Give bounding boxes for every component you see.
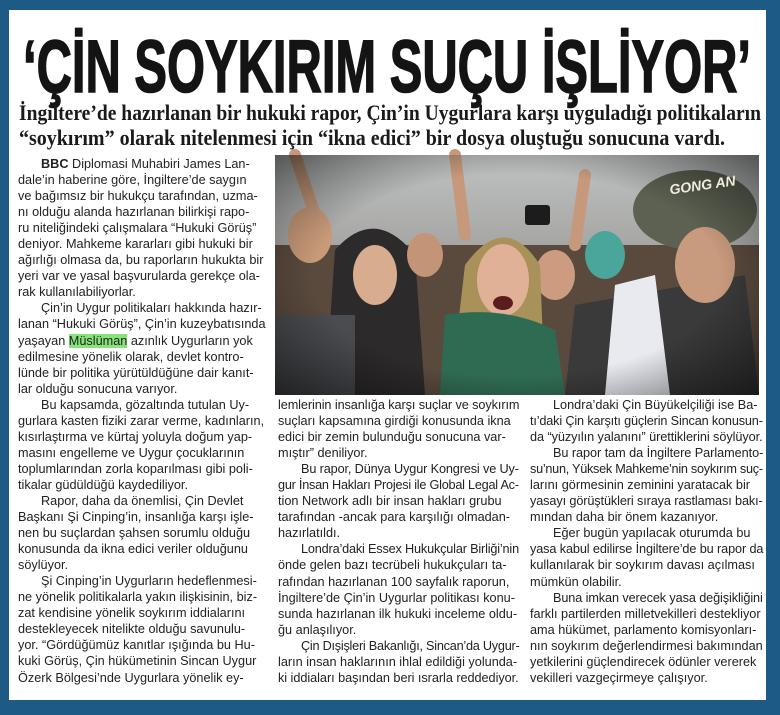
text-line: Londra’daki Essex Hukukçular Birliği’nin bbox=[301, 542, 519, 557]
text-line: vekilleri vazgeçirmeye çalışıyor. bbox=[530, 670, 708, 685]
column-2 bbox=[278, 397, 520, 686]
column-1 bbox=[18, 156, 272, 686]
text-line: ru niteliğindeki çalışmalara “Hukuki Görüş” bbox=[18, 221, 257, 236]
text-line: yetkilerini güçlendirecek ödünler vererek bbox=[530, 654, 757, 669]
text-line: lünde bir politika yürütüldüğüne dair kanıt- bbox=[18, 365, 254, 380]
text-line: hazırlatıldı. bbox=[278, 526, 341, 541]
text-line: İngiltere’de Çin’in Uygurlar politikası konu- bbox=[278, 590, 515, 605]
text-line: Rapor, daha da önemlisi, Çin Devlet bbox=[41, 493, 244, 508]
text-line: edilmesine yönelik olarak, devlet kontro- bbox=[18, 349, 244, 364]
headline-block bbox=[9, 10, 766, 150]
text-line: kullanılarak bir soykırım davası açılması bbox=[530, 558, 755, 573]
text-line: gur İnsan Hakları Projesi ile Global Legal Ac- bbox=[278, 478, 519, 493]
text-line: zat kendisine yönelik soykırım iddialarını bbox=[18, 606, 246, 621]
text-line: toplumlarından zorla koparılması gibi poli- bbox=[18, 461, 253, 476]
text-span: yaşayan bbox=[18, 333, 69, 348]
text-line: ama hükümet, parlamento komisyonları- bbox=[530, 622, 757, 637]
text-line: destekleyecek nitelikte olduğu savunulu- bbox=[18, 622, 246, 637]
text-line: Eğer bugün yapılacak oturumda bu bbox=[553, 526, 751, 541]
text-line: rafından hazırlanan 100 sayfalık raporun, bbox=[278, 574, 510, 589]
text-line: lemlerinin insanlığa karşı suçlar ve soykırım bbox=[278, 398, 520, 412]
text-line: su’nun, Yüksek Mahkeme’nin soykırım suç- bbox=[530, 462, 763, 477]
text-line: ağırlığı olmasa da, bu raporların hukukta bir bbox=[18, 253, 264, 268]
text-line: Buna imkan verecek yasa değişikliğini bbox=[553, 590, 763, 605]
text-line: Şi Cinping’in Uygurların hedeflenmesi- bbox=[41, 574, 257, 589]
paragraph-3 bbox=[18, 397, 272, 493]
text-line: Başkanı Şi Cinping’in, insanlığa karşı işle- bbox=[18, 510, 254, 525]
paragraph-2 bbox=[278, 461, 520, 541]
news-photo bbox=[275, 155, 759, 395]
text-line: mümkün olabilir. bbox=[530, 574, 622, 589]
text-line: farklı partilerden milletvekilleri destekliyor bbox=[530, 606, 761, 621]
text-line: tikalar güdüldüğü kaydediliyor. bbox=[18, 477, 188, 492]
text-line: gurlara kasten fiziki zarar verme, kadınların, bbox=[18, 413, 265, 428]
text-line: kuki Görüş, Çin hükümetinin Sincan Uygur bbox=[18, 654, 257, 669]
text-line: kısırlaştırma ve kürtaj yoluyla doğum yap- bbox=[18, 429, 253, 444]
paragraph-3 bbox=[278, 541, 520, 637]
paragraph-3 bbox=[530, 525, 764, 589]
text-line: tı’daki Çin karşıtı güçlerin Sincan konusun- bbox=[530, 414, 763, 429]
text-line: ğu anlaşılıyor. bbox=[278, 622, 357, 637]
text-line: yasayı görüştükleri sıraya rastlaması bakı- bbox=[530, 494, 763, 509]
text-line: deniyor. Mahkeme kararları gibi hukuki bir bbox=[18, 237, 253, 252]
text-line: ki iddiaları başından beri ısrarla reddediyor. bbox=[278, 670, 519, 685]
text-line: yeri var ve yasal başvurularda gerekçe ola- bbox=[18, 269, 260, 284]
text-line: da “yüzyılın yalanını” ürettiklerini söylüyor. bbox=[530, 430, 763, 445]
text-line: lar olduğu sonucuna varıyor. bbox=[18, 381, 178, 396]
text-line: masını engelleme ve Uygur çocuklarının bbox=[18, 445, 245, 460]
text-span: azınlık Uygurların yok bbox=[127, 333, 253, 348]
text-line: yasa kabul edilirse İngiltere’de bu rapor da bbox=[530, 542, 764, 557]
text-span: Diplomasi Muhabiri James Lan- bbox=[68, 157, 250, 171]
text-line: suçları kapsamına girdiği konusunda ikna bbox=[278, 414, 511, 429]
subheadline-line-1: İngiltere’de hazırlanan bir hukuki rapor, Çin’in Uygurlara karşı uyguladığı politikaların bbox=[19, 100, 761, 125]
text-line: nın soykırım değerlendirmesi bakımından bbox=[530, 638, 763, 653]
column-3 bbox=[530, 397, 764, 686]
text-line: lanan “Hukuki Görüş”, Çin’in kuzeybatısında bbox=[18, 317, 266, 332]
text-line: söylüyor. bbox=[18, 558, 69, 573]
text-line: önde gelen bazı tecrübeli hukukçuları ta- bbox=[278, 558, 507, 573]
source-bbc: BBC bbox=[41, 157, 69, 171]
text-line: Çin’in Uygur politikaları hakkında hazır- bbox=[41, 301, 262, 316]
text-line: tion Network adlı bir insan hakları grubu bbox=[278, 494, 502, 509]
paragraph-4 bbox=[530, 590, 764, 686]
text-line: ne yönelik politikalarla yakın ilişkisinin, biz- bbox=[18, 590, 258, 605]
text-line: dale’in haberine göre, İngiltere’de saygın bbox=[18, 173, 247, 188]
text-line: larını görmesinin zeminini yaratacak bir bbox=[530, 478, 751, 493]
highlighted-word: Müslüman bbox=[68, 333, 128, 348]
text-line: ların insan haklarının ihlal edildiği yolunda- bbox=[278, 654, 518, 669]
text-line: sunda hazırlanan ilk hukuki inceleme oldu- bbox=[278, 606, 518, 621]
paragraph-1 bbox=[278, 397, 520, 461]
newspaper-clipping bbox=[9, 10, 766, 700]
text-line: Özerk Bölgesi’nde Uygurlara yönelik ey- bbox=[18, 670, 244, 685]
text-line: Çin Dışişleri Bakanlığı, Sincan’da Uygur- bbox=[301, 638, 520, 653]
text-line: nen bu suçlardan şahsen sorumlu olduğu bbox=[18, 526, 251, 541]
text-line: Bu rapor tam da İngiltere Parlamento- bbox=[553, 446, 764, 461]
helmet-text: GONG AN bbox=[668, 172, 737, 198]
text-line: ve bağımsız bir hukukçu tarafından, uzma- bbox=[18, 189, 258, 204]
text-line: Londra’daki Çin Büyükelçiliği ise Ba- bbox=[553, 398, 758, 412]
protest-photo-image bbox=[275, 155, 759, 395]
text-line: mıştır” deniliyor. bbox=[278, 446, 368, 461]
paragraph-4 bbox=[278, 638, 520, 686]
paragraph-2-rest bbox=[18, 349, 272, 397]
text-line: Bu rapor, Dünya Uygur Kongresi ve Uy- bbox=[301, 462, 519, 477]
paragraph-4 bbox=[18, 493, 272, 573]
text-line bbox=[18, 156, 272, 172]
paragraph-1 bbox=[530, 397, 764, 445]
paragraph-1-rest bbox=[18, 172, 272, 300]
paragraph-2 bbox=[18, 300, 272, 332]
headline: ‘ÇİN SOYKIRIM SUÇU İŞLİYOR’ bbox=[23, 25, 751, 108]
subheadline-line-2: “soykırım” olarak nitelenmesi için “ikna edici” bir dosya oluştuğu sonucuna vardı. bbox=[19, 125, 725, 150]
text-line: nı olduğu alanda hazırlanan bilirkişi rapo- bbox=[18, 205, 250, 220]
text-line: rak kullanılabiliyorlar. bbox=[18, 285, 136, 300]
text-line: tarafından -ancak para karşılığı olmadan- bbox=[278, 510, 511, 525]
text-line: yor. “Gördüğümüz kanıtlar ışığında bu Hu- bbox=[18, 638, 255, 653]
paragraph-5 bbox=[18, 573, 272, 685]
text-line: Bu kapsamda, gözaltında tutulan Uy- bbox=[41, 397, 250, 412]
text-line: konusunda da ikna edici veriler olduğunu bbox=[18, 542, 248, 557]
paragraph-2 bbox=[530, 445, 764, 525]
text-line: mından daha bir önem kazanıyor. bbox=[530, 510, 719, 525]
text-line bbox=[18, 333, 272, 349]
text-line: edici bir zemin bulunduğu sonucuna var- bbox=[278, 430, 506, 445]
